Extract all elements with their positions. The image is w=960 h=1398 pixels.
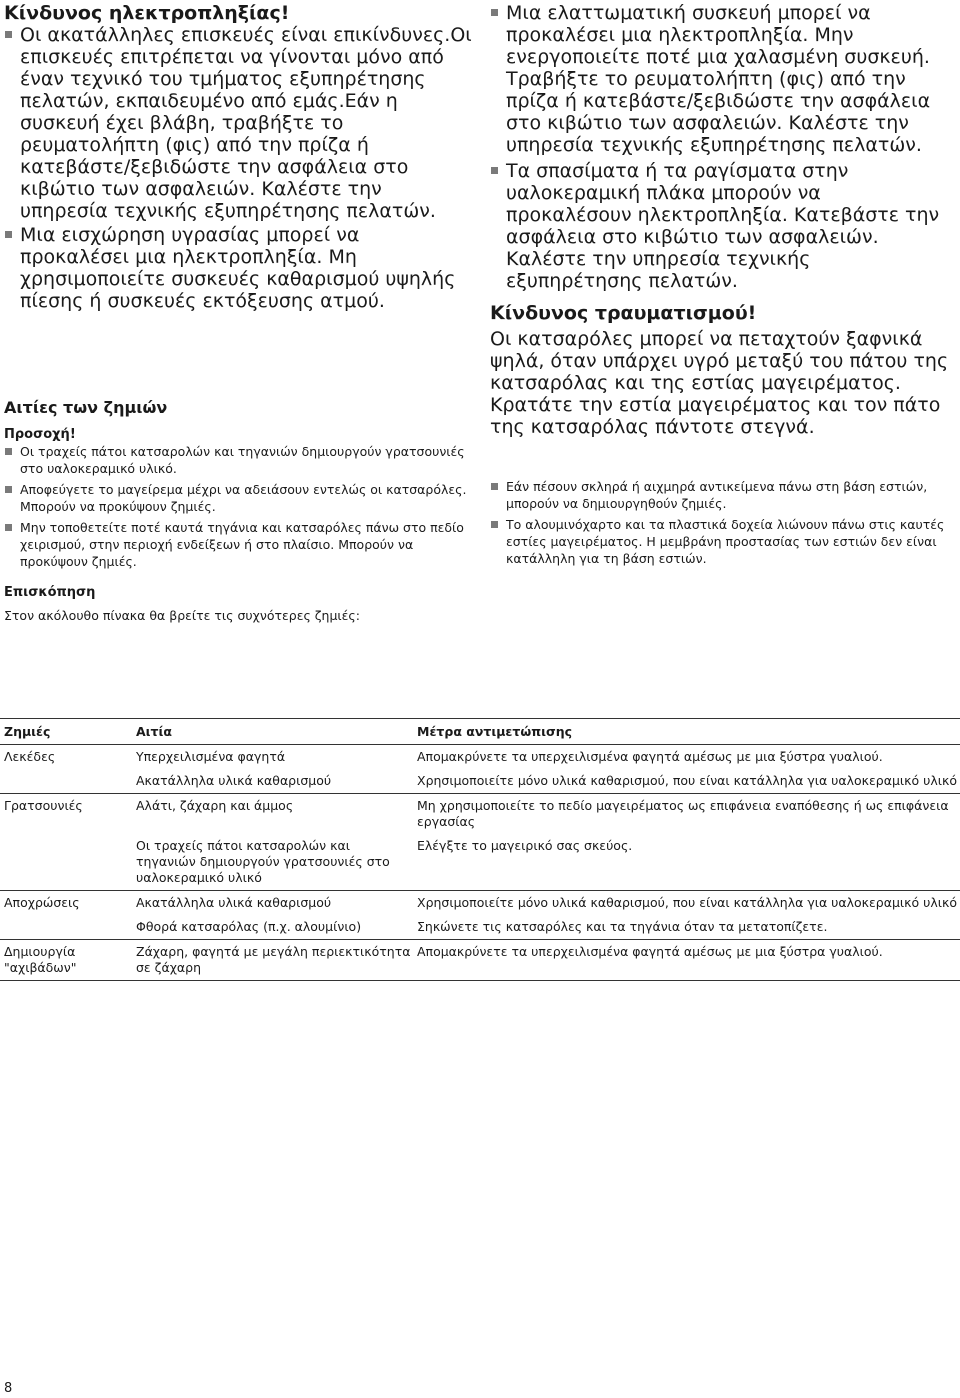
electric-shock-warning-heading: Κίνδυνος ηλεκτροπληξίας! — [4, 2, 290, 24]
remedy-cell: Απομακρύνετε τα υπερχειλισμένα φαγητά αμέσως με μια ξύστρα γυαλιού. — [413, 940, 960, 981]
square-bullet-icon — [491, 167, 498, 174]
square-bullet-icon — [491, 9, 498, 16]
table-row — [0, 769, 960, 794]
left-column — [4, 2, 474, 624]
table-header-row — [0, 719, 960, 745]
list-item: Μια εισχώρηση υγρασίας μπορεί να προκαλέσει μια ηλεκτροπληξία. Μη χρησιμοποιείτε συσκευές καθαρισμού υψηλής πίεσης ή συσκευές εκτόξευσης ατμού. — [4, 224, 474, 312]
table-row — [0, 940, 960, 981]
cause-cell: Ακατάλληλα υλικά καθαρισμού — [132, 891, 413, 916]
table-row — [0, 834, 960, 891]
list-item: Μια ελαττωματική συσκευή μπορεί να προκαλέσει μια ηλεκτροπληξία. Μην ενεργοποιείτε ποτέ μια χαλασμένη συσκευή. Τραβήξτε το ρευματολήπτη (φις) από την πρίζα ή κατεβάστε/ξεβιδώστε την ασφάλεια στο κιβώτιο των ασφαλειών. Καλέστε την υπηρεσία τεχνικής εξυπηρέτησης πελατών. — [490, 2, 952, 156]
injury-warning-text: Οι κατσαρόλες μπορεί να πεταχτούν ξαφνικά ψηλά, όταν υπάρχει υγρό μεταξύ του πάτου της κατσαρόλας και της εστίας μαγειρέματος. Κρατάτε την εστία μαγειρέματος και τον πάτο της κατσαρόλας πάντοτε στεγνά. — [490, 328, 949, 438]
list-item: Τα σπασίματα ή τα ραγίσματα στην υαλοκεραμική πλάκα μπορούν να προκαλέσουν ηλεκτροπληξία. Κατεβάστε την ασφάλεια στο κιβώτιο των ασφαλειών. Καλέστε την υπηρεσία τεχνικής εξυπηρέτησης πελατών. — [490, 160, 952, 292]
cause-cell: Οι τραχείς πάτοι κατσαρολών και τηγανιών δημιουργούν γρατσουνιές στο υαλοκεραμικό υλικό — [136, 838, 390, 885]
remedy-cell: Απομακρύνετε τα υπερχειλισμένα φαγητά αμέσως με μια ξύστρα γυαλιού. — [417, 749, 883, 764]
cause-cell: Φθορά κατσαρόλας (π.χ. αλουμίνιο) — [136, 919, 362, 934]
overview-text: Στον ακόλουθο πίνακα θα βρείτε τις συχνότερες ζημιές: — [4, 608, 360, 623]
square-bullet-icon — [5, 486, 12, 493]
table-row — [0, 915, 960, 940]
list-item: Το αλουμινόχαρτο και τα πλαστικά δοχεία λιώνουν πάνω στις καυτές εστίες μαγειρέματος. Η μεμβράνη προστασίας των εστιών δεν είναι κατάλληλη για τη βάση εστιών. — [490, 516, 952, 567]
damage-table — [0, 718, 960, 981]
damage-causes-heading: Αιτίες των ζημιών — [4, 398, 168, 417]
list-item: Οι τραχείς πάτοι κατσαρολών και τηγανιών δημιουργούν γρατσουνιές στο υαλοκεραμικό υλικό. — [4, 443, 474, 477]
caution-heading: Προσοχή! — [4, 427, 76, 442]
remedy-cell: Μη χρησιμοποιείτε το πεδίο μαγειρέματος ως επιφάνεια εναπόθεσης ή ως επιφάνεια εργασίας — [413, 794, 960, 835]
column-header-damage: Ζημιές — [0, 719, 132, 745]
cause-cell: Ζάχαρη, φαγητά με μεγάλη περιεκτικότητα σε ζάχαρη — [132, 940, 413, 981]
damage-cell — [0, 769, 132, 794]
table-row — [0, 794, 960, 835]
remedy-cell: Χρησιμοποιείτε μόνο υλικά καθαρισμού, που είναι κατάλληλα για υαλοκεραμικό υλικό — [417, 773, 958, 788]
list-item: Μην τοποθετείτε ποτέ καυτά τηγάνια και κατσαρόλες πάνω στο πεδίο χειρισμού, στην περιοχή ενδείξεων ή στο πλαίσιο. Μπορούν να προκύψουν ζημιές. — [4, 519, 474, 570]
column-header-cause: Αιτία — [132, 719, 413, 745]
damage-cell: Δημιουργία "αχιβάδων" — [0, 940, 132, 981]
square-bullet-icon — [5, 448, 12, 455]
square-bullet-icon — [491, 483, 498, 490]
damage-table-grid — [0, 718, 960, 981]
square-bullet-icon — [491, 521, 498, 528]
remedy-cell: Σηκώνετε τις κατσαρόλες και τα τηγάνια όταν τα μετατοπίζετε. — [417, 919, 828, 934]
square-bullet-icon — [5, 31, 12, 38]
damage-cell: Λεκέδες — [4, 749, 56, 764]
damage-cell — [0, 915, 132, 940]
column-header-remedy: Μέτρα αντιμετώπισης — [413, 719, 960, 745]
injury-warning-heading: Κίνδυνος τραυματισμού! — [490, 302, 757, 324]
square-bullet-icon — [5, 524, 12, 531]
table-row — [0, 891, 960, 916]
damage-cell — [0, 834, 132, 891]
list-item: Αποφεύγετε το μαγείρεμα μέχρι να αδειάσουν εντελώς οι κατσαρόλες. Μπορούν να προκύψουν ζημιές. — [4, 481, 474, 515]
cause-cell: Υπερχειλισμένα φαγητά — [136, 749, 286, 764]
page-number: 8 — [4, 1381, 13, 1396]
remedy-cell: Χρησιμοποιείτε μόνο υλικά καθαρισμού, που είναι κατάλληλα για υαλοκεραμικό υλικό — [413, 891, 960, 916]
square-bullet-icon — [5, 231, 12, 238]
overview-heading: Επισκόπηση — [4, 585, 96, 600]
remedy-cell: Ελέγξτε το μαγειρικό σας σκεύος. — [417, 838, 633, 853]
cause-cell: Ακατάλληλα υλικά καθαρισμού — [136, 773, 332, 788]
list-item: Οι ακατάλληλες επισκευές είναι επικίνδυνες.Οι επισκευές επιτρέπεται να γίνονται μόνο από έναν τεχνικό του τμήματος εξυπηρέτησης πελατών, εκπαιδευμένο από εμάς.Εάν η συσκευή έχει βλάβη, τραβήξτε το ρευματολήπτη (φις) από την πρίζα ή κατεβάστε/ξεβιδώστε την ασφάλεια στο κιβώτιο των ασφαλειών. Καλέστε την υπηρεσία τεχνικής εξυπηρέτησης πελατών. — [4, 24, 474, 222]
list-item: Εάν πέσουν σκληρά ή αιχμηρά αντικείμενα πάνω στη βάση εστιών, μπορούν να δημιουργηθούν ζημιές. — [490, 478, 952, 512]
right-column — [490, 2, 952, 571]
table-row — [0, 745, 960, 770]
cause-cell: Αλάτι, ζάχαρη και άμμος — [132, 794, 413, 835]
damage-cell: Αποχρώσεις — [0, 891, 132, 916]
damage-cell: Γρατσουνιές — [0, 794, 132, 835]
